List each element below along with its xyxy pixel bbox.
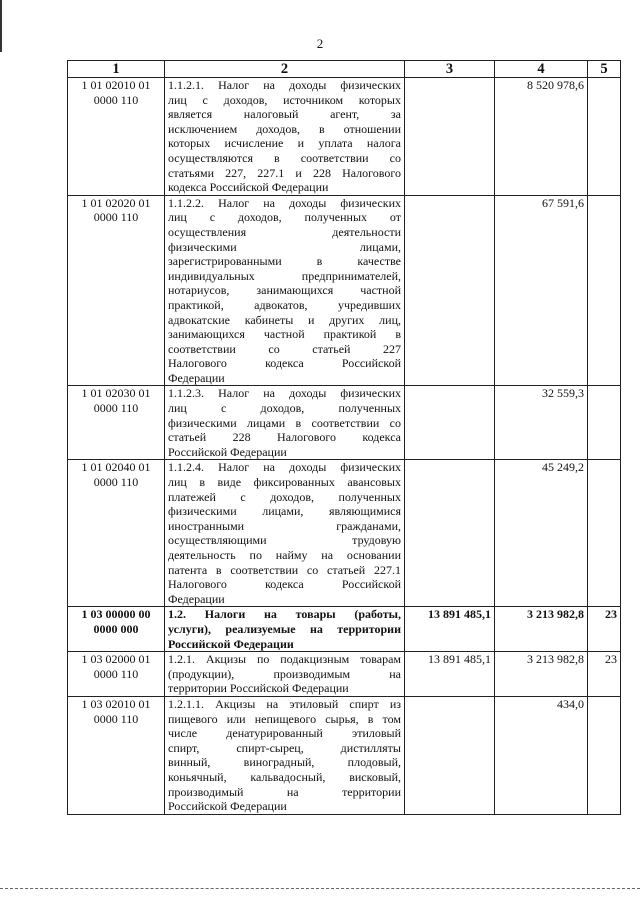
table-row (68, 652, 621, 697)
description-line: индивидуальных предпринимателей, (168, 268, 401, 283)
value-col5 (588, 386, 621, 460)
description-line: спирт, спирт-сырец, дистилляты (168, 740, 401, 755)
description-line: осуществляются в соответствии со (168, 150, 401, 165)
description-line: услуги), реализуемые на территории (168, 621, 401, 636)
item-description (165, 696, 405, 814)
value-col4: 3 213 982,8 (495, 652, 588, 697)
budget-code: 1 01 02010 01 0000 110 (68, 78, 165, 196)
header-col-3: 3 (405, 61, 495, 78)
description-line: 1.1.2.3. Налог на доходы физических (168, 386, 401, 401)
description-line: коньячный, кальвадосный, висковый, (168, 769, 401, 784)
budget-code: 1 03 00000 00 0000 000 (68, 607, 165, 652)
table-row (68, 78, 621, 196)
item-description (165, 78, 405, 196)
description-line: 1.1.2.4. Налог на доходы физических (168, 460, 401, 475)
description-line: Российской Федерации (168, 444, 287, 459)
value-col5 (588, 460, 621, 607)
description-line: осуществляющими трудовую (168, 533, 401, 548)
item-description (165, 607, 405, 652)
value-col3 (405, 78, 495, 196)
value-col3 (405, 386, 495, 460)
item-description (165, 386, 405, 460)
description-line: 1.2. Налоги на товары (работы, (168, 607, 401, 622)
description-line: Федерации (168, 370, 225, 385)
description-line: Налогового кодекса Российской (168, 577, 401, 592)
value-col4: 67 591,6 (495, 195, 588, 386)
value-col4: 45 249,2 (495, 460, 588, 607)
budget-code: 1 03 02000 01 0000 110 (68, 652, 165, 697)
value-col5 (588, 78, 621, 196)
value-col5 (588, 696, 621, 814)
description-line: лиц с доходов, полученных от (168, 210, 401, 225)
description-line: пищевого или непищевого сырья, в том (168, 711, 401, 726)
description-line: платежей с доходов, полученных (168, 489, 401, 504)
description-line: 1.1.2.2. Налог на доходы физических (168, 195, 401, 210)
budget-code: 1 01 02040 01 0000 110 (68, 460, 165, 607)
description-line: физическими лицами, являющимися (168, 504, 401, 519)
description-line: исключением доходов, в отношении (168, 121, 401, 136)
table-row (68, 195, 621, 386)
value-col4: 8 520 978,6 (495, 78, 588, 196)
header-col-1: 1 (68, 61, 165, 78)
description-line: лиц с доходов, полученных (168, 401, 401, 416)
page-number: 2 (316, 36, 324, 51)
description-line: числе денатурированный этиловый (168, 726, 401, 741)
table-row (68, 386, 621, 460)
description-line: производимый на территории (168, 784, 401, 799)
description-line: кодекса Российской Федерации (168, 180, 329, 195)
header-row (68, 61, 621, 78)
description-line: зарегистрированными в качестве (168, 254, 401, 269)
value-col5: 23 (588, 652, 621, 697)
budget-table (67, 60, 621, 815)
header-col-4: 4 (495, 61, 588, 78)
value-col5: 23 (588, 607, 621, 652)
item-description (165, 460, 405, 607)
item-description (165, 195, 405, 386)
value-col4: 434,0 (495, 696, 588, 814)
budget-code: 1 01 02030 01 0000 110 (68, 386, 165, 460)
description-line: является налоговый агент, за (168, 107, 401, 122)
item-description (165, 652, 405, 697)
description-line: 1.2.1.1. Акцизы на этиловый спирт из (168, 696, 401, 711)
description-line: лиц с доходов, источником которых (168, 92, 401, 107)
description-line: физическими лицами в соответствии со (168, 415, 401, 430)
table-row (68, 460, 621, 607)
budget-code: 1 01 02020 01 0000 110 (68, 195, 165, 386)
value-col5 (588, 195, 621, 386)
scan-artifact-line (0, 888, 640, 889)
description-line: которых исчисление и уплата налога (168, 136, 401, 151)
description-line: нотариусов, занимающихся частной (168, 283, 401, 298)
header-col-2: 2 (165, 61, 405, 78)
description-line: Налогового кодекса Российской (168, 356, 401, 371)
description-line: адвокатские кабинеты и других лиц, (168, 312, 401, 327)
value-col3 (405, 195, 495, 386)
description-line: статьями 227, 227.1 и 228 Налогового (168, 165, 401, 180)
description-line: соответствии со статьей 227 (168, 341, 401, 356)
value-col4: 32 559,3 (495, 386, 588, 460)
value-col4: 3 213 982,8 (495, 607, 588, 652)
value-col3 (405, 460, 495, 607)
value-col3: 13 891 485,1 (405, 652, 495, 697)
description-line: 1.1.2.1. Налог на доходы физических (168, 78, 401, 92)
value-col3 (405, 696, 495, 814)
description-line: винный, виноградный, плодовый, (168, 755, 401, 770)
description-line: занимающихся частной практикой в (168, 327, 401, 342)
description-line: патента в соответствии со статьей 227.1 (168, 562, 401, 577)
description-line: Российской Федерации (168, 636, 294, 651)
table-row (68, 607, 621, 652)
description-line: лиц в виде фиксированных авансовых (168, 475, 401, 490)
description-line: физическими лицами, (168, 239, 401, 254)
description-line: осуществления деятельности (168, 224, 401, 239)
description-line: территории Российской Федерации (168, 681, 349, 696)
description-line: Российской Федерации (168, 799, 287, 814)
description-line: иностранными гражданами, (168, 518, 401, 533)
table-row (68, 696, 621, 814)
description-line: практикой, адвокатов, учредивших (168, 297, 401, 312)
budget-code: 1 03 02010 01 0000 110 (68, 696, 165, 814)
description-line: деятельность по найму на основании (168, 548, 401, 562)
value-col3: 13 891 485,1 (405, 607, 495, 652)
description-line: статьей 228 Налогового кодекса (168, 430, 401, 445)
description-line: 1.2.1. Акцизы по подакцизным товарам (168, 652, 401, 667)
description-line: (продукции), производимым на (168, 666, 401, 681)
header-col-5: 5 (588, 61, 621, 78)
description-line: Федерации (168, 591, 225, 606)
